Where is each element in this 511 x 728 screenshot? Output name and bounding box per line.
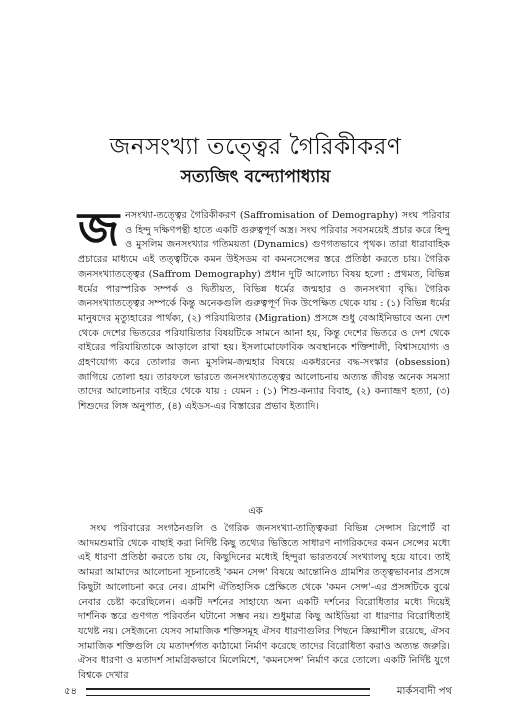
footer-rule <box>86 688 370 696</box>
page-number: ৫৪ <box>64 686 77 697</box>
article-author: সত্যজিৎ বন্দ্যোপাধ্যায় <box>180 167 331 187</box>
section-paragraph: সংঘ পরিবারের সংগঠনগুলি ও গৈরিক জনসংখ্যা-তাত্ত্বিকরা বিভিন্ন সেন্সাস রিপোর্ট বা আদমশুমারি থেকে বাছাই করা নির্দিষ্ট কিছু তথ্যের ভিত্তিতে সাধারণ নাগরিকদের কমন সেন্সের মধ্যে এই ধারণা প্রতিষ্ঠা করতে চায় যে, কিছুদিনের মধ্যেই হিন্দুরা ভারতবর্ষে সংখ্যালঘু হয়ে যাবে। তাই আমরা আমাদের আলোচনা সূচনাতেই 'কমন সেন্স' বিষয়ে আন্তোনিও গ্রামশির তত্ত্বভাবনার প্রসঙ্গে কিছুটা আলোচনা করে নেব। গ্রামশি ঐতিহাসিক প্রেক্ষিতে থেকে 'কমন সেন্স'-এর প্রসঙ্গটিকে বুঝে নেবার চেষ্টা করেছিলেন। একটি দর্শনের সাহায্যে অন্য একটি দর্শনের বিরোধিতার মধ্যে দিয়েই দার্শনিক স্তরে গুণগত পরিবর্তন ঘটানো সম্ভব নয়। শুধুমাত্র কিছু আইডিয়া বা ধারণার বিরোধিতাই যথেষ্ট নয়। সেইজন্যে যেসব সামাজিক শক্তিসমূহ ঐসব ধারণাগুলির পিছনে ক্রিয়াশীল রয়েছে, ঐসব সামাজিক শক্তিগুলি যে মতাদর্শগত কাঠামো নির্মাণ করেছে তাদের বিরোধিতা করাও অত্যন্ত জরুরি। ঐসব ধারণা ও মতাদর্শ সামগ্রিকভাবে মিলেমিশে, 'কমনসেন্স' নির্মাণ করে তোলে। একটি নির্দিষ্ট যুগে বিশ্বকে দেখার <box>78 523 450 682</box>
article-title: জনসংখ্যা তত্ত্বের গৈরিকীকরণ <box>109 134 402 160</box>
page-footer <box>64 684 452 698</box>
drop-cap: জ <box>78 202 120 256</box>
intro-paragraph <box>78 202 450 415</box>
journal-name: মার্কসবাদী পথ <box>396 686 452 697</box>
section-heading: এক <box>248 506 263 517</box>
intro-text: নসংখ্যা-তত্ত্বের গৈরিকীকরণ (Saffromisation of Demography) সংঘ পরিবার ও হিন্দু দক্ষিণপন্থী হাতে একটি গুরুত্বপূর্ণ অস্ত্র। সংঘ পরিবার সবসময়েই প্রচার করে হিন্দু ও মুসলিম জনসংখ্যার গতিময়তা (Dynamics) গুণগতভাবে পৃথক। তারা ধারাবাহিক প্রচারের মাধ্যমে এই তত্ত্বটিকে কমন উইসডম বা কমনসেন্সের স্তরে প্রতিষ্ঠা করতে চায়। গৈরিক জনসংখ্যাতত্ত্বের (Saffrom Demography) প্রধান দুটি আলোচ্য বিষয় হলো : প্রথমত, বিভিন্ন ধর্মের পারস্পরিক সম্পর্ক ও দ্বিতীয়ত, বিভিন্ন ধর্মের জন্মহার ও জনসংখ্যা বৃদ্ধি। গৈরিক জনসংখ্যাতত্ত্বের সম্পর্কে কিন্তু অনেকগুলি গুরুত্বপূর্ণ দিক উপেক্ষিত থেকে যায় : (১) বিভিন্ন ধর্মের মানুষদের মৃত্যুহারের পার্থক্য, (২) পরিযায়িতার (Migration) প্রসঙ্গে শুধু বেআইনিভাবে অন্য দেশ থেকে দেশের ভিতরের পরিযায়িতার বিষয়টিকে সামনে আনা হয়, কিন্তু দেশের ভিতরে ও দেশ থেকে বাইরের পরিযায়িতাকে আড়ালে রাখা হয়। ইসলামোফোবিক অবস্থানকে শক্তিশালী, বিশ্বাসযোগ্য ও গ্রহণযোগ্য করে তোলার জন্য মুসলিম-জন্মহার বিষয়ে একধরনের বদ্ধ-সংস্কার (obsession) জাগিয়ে তোলা হয়। তারফলে ভারতে জনসংখ্যাতত্ত্বের আলোচনায় অত্যন্ত জীবন্ত অনেক সমস্যা তাদের আলোচনার বাইরে থেকে যায় : যেমন : (১) শিশু-কন্যার বিবাহ, (২) কন্যাভ্রূণ হত্যা, (৩) শিশুদের লিঙ্গ অনুপাত, (৪) এইডস-এর বিস্তারের প্রভাব ইত্যাদি। <box>78 210 450 413</box>
